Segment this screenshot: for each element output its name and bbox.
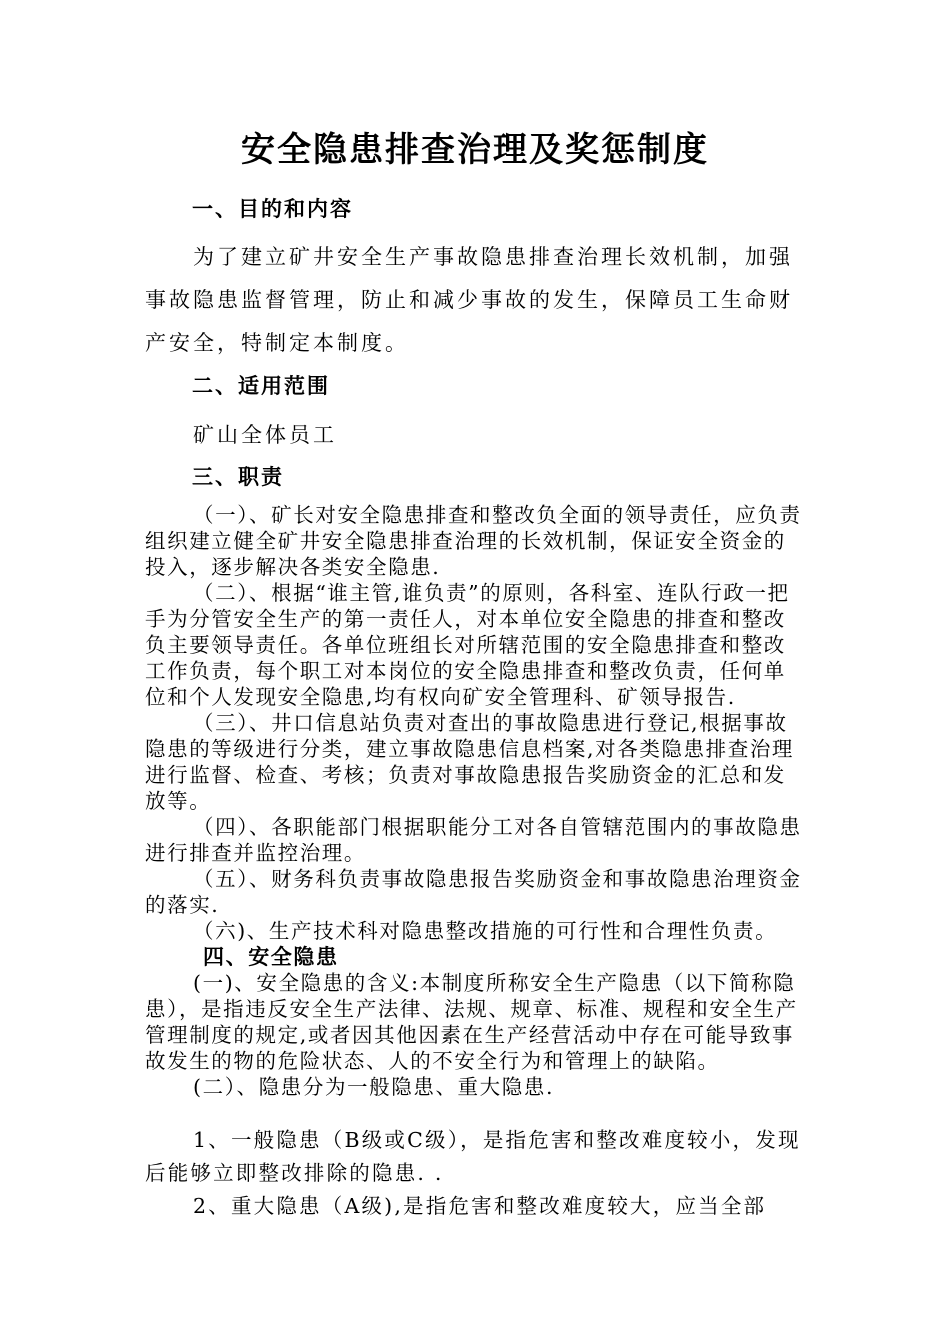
hazard-item: (一)、安全隐患的含义:本制度所称安全生产隐患（以下简称隐患），是指违反安全生产法律、法规、规章、标准、规程和安全生产管理制度的规定,或者因其他因素在生产经营活动中存在可能导致事故发生的物的危险状态、人的不安全行为和管理上的缺陷。 bbox=[145, 971, 798, 1073]
section-heading-purpose: 一、目的和内容 bbox=[192, 196, 353, 221]
duty-item: （四）、各职能部门根据职能分工对各自管辖范围内的事故隐患进行排查并监控治理。 bbox=[145, 815, 802, 865]
document-title: 安全隐患排查治理及奖惩制度 bbox=[241, 130, 709, 170]
section-heading-scope: 二、适用范围 bbox=[192, 373, 330, 398]
duty-item: （一）、矿长对安全隐患排查和整改负全面的领导责任，应负责组织建立健全矿井安全隐患排查治理的长效机制，保证安全资金的投入，逐步解决各类安全隐患. bbox=[145, 503, 802, 579]
duty-item: （五）、财务科负责事故隐患报告奖励资金和事故隐患治理资金的落实. bbox=[145, 867, 802, 917]
duties-list bbox=[145, 502, 805, 1100]
scope-paragraph bbox=[145, 414, 805, 457]
scope-text: 矿山全体员工 bbox=[193, 423, 337, 447]
hazard-levels-list bbox=[145, 1124, 805, 1223]
hazard-level-item: 2、重大隐患（A级),是指危害和整改难度较大，应当全部 bbox=[193, 1194, 767, 1218]
purpose-text: 为了建立矿井安全生产事故隐患排查治理长效机制，加强事故隐患监督管理，防止和减少事故的发生，保障员工生命财产安全，特制定本制度。 bbox=[145, 245, 793, 355]
section-heading-duties: 三、职责 bbox=[192, 464, 284, 489]
hazard-level-item: 1、一般隐患（B级或C级），是指危害和整改难度较小，发现后能够立即整改排除的隐患. . bbox=[145, 1128, 801, 1185]
duty-item: （二）、根据“谁主管,谁负责”的原则，各科室、连队行政一把手为分管安全生产的第一责任人，对本单位安全隐患的排查和整改负主要领导责任。各单位班组长对所辖范围的安全隐患排查和整改工作负责，每个职工对本岗位的安全隐患排查和整改负责，任何单位和个人发现安全隐患,均有权向矿安全管理科、矿领导报告. bbox=[145, 581, 790, 709]
duty-item: （六)、生产技术科对隐患整改措施的可行性和合理性负责。 bbox=[193, 919, 778, 943]
section-heading-hazards: 四、安全隐患 bbox=[203, 944, 339, 969]
purpose-paragraph bbox=[145, 236, 805, 365]
duty-item: （三）、井口信息站负责对查出的事故隐患进行登记,根据事故隐患的等级进行分类，建立事故隐患信息档案,对各类隐患排查治理进行监督、检查、考核；负责对事故隐患报告奖励资金的汇总和发放等。 bbox=[145, 711, 795, 813]
hazard-item: (二）、隐患分为一般隐患、重大隐患. bbox=[193, 1075, 555, 1099]
